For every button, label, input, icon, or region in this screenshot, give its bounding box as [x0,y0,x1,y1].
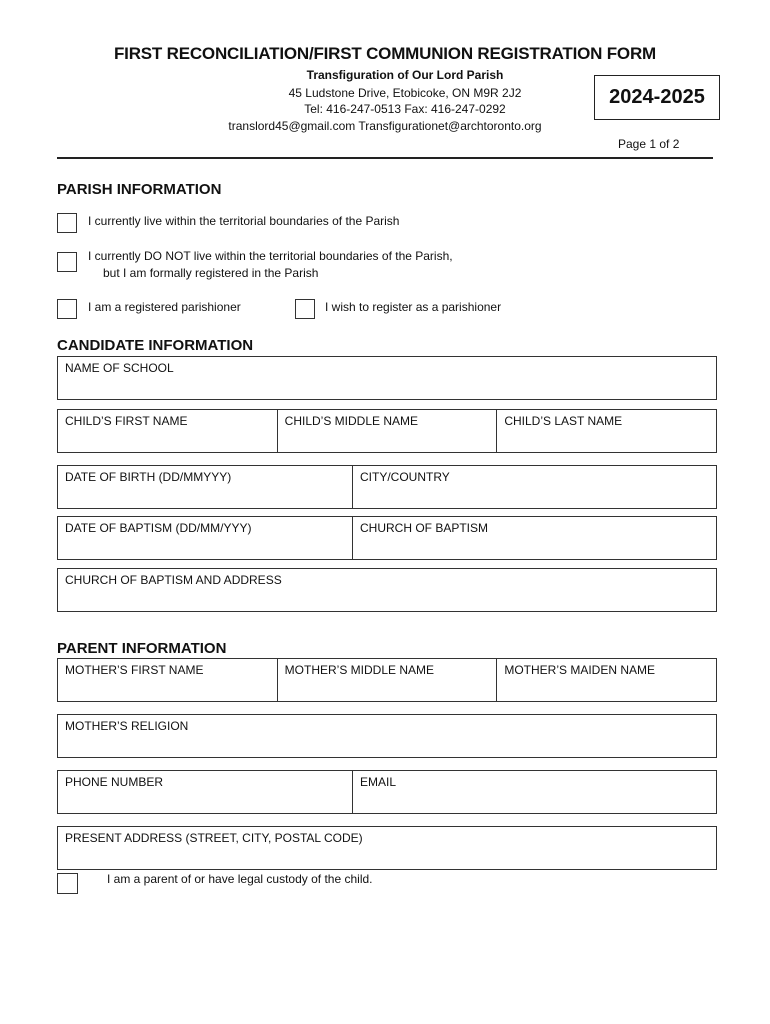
email-field[interactable]: EMAIL [352,771,716,813]
mother-middle-name-field[interactable]: MOTHER’S MIDDLE NAME [277,659,497,701]
parish-emails: translord45@gmail.com Transfigurationet@archtoronto.org [228,119,542,133]
phone-number-field[interactable]: PHONE NUMBER [65,775,164,789]
church-of-baptism-field[interactable]: CHURCH OF BAPTISM [352,517,716,559]
birth-row [57,465,717,509]
school-label: NAME OF SCHOOL [65,361,174,375]
mother-religion-field[interactable] [57,714,717,758]
parish-address: 45 Ludstone Drive, Etobicoke, ON M9R 2J2 [288,86,522,100]
parish-info-heading: PARISH INFORMATION [57,181,222,198]
baptism-church-address-label: CHURCH OF BAPTISM AND ADDRESS [65,573,282,587]
option-not-within-parish-label-line2: but I am formally registered in the Parish [103,266,319,280]
child-first-name-field[interactable]: CHILD’S FIRST NAME [65,414,188,428]
child-name-row [57,409,717,453]
parent-info-heading: PARENT INFORMATION [57,640,227,657]
mother-first-name-field[interactable]: MOTHER’S FIRST NAME [65,663,204,677]
option-live-within-parish-label: I currently live within the territorial boundaries of the Parish [88,214,400,228]
child-middle-name-field[interactable]: CHILD’S MIDDLE NAME [277,410,497,452]
mother-maiden-name-field[interactable]: MOTHER’S MAIDEN NAME [496,659,716,701]
city-country-field[interactable]: CITY/COUNTRY [352,466,716,508]
date-of-birth-field[interactable]: DATE OF BIRTH (DD/MMYYY) [65,470,232,484]
form-title: FIRST RECONCILIATION/FIRST COMMUNION REGISTRATION FORM [114,44,656,63]
option-registered-parishioner-label: I am a registered parishioner [88,300,241,314]
header-divider [57,157,713,159]
legal-custody-label: I am a parent of or have legal custody of the child. [107,872,373,886]
year-badge: 2024-2025 [594,75,720,120]
option-not-within-parish-label-line1: I currently DO NOT live within the territorial boundaries of the Parish, [88,249,453,263]
baptism-church-address-field[interactable] [57,568,717,612]
page-number: Page 1 of 2 [618,137,680,151]
date-of-baptism-field[interactable]: DATE OF BAPTISM (DD/MM/YYY) [65,521,252,535]
option-wish-to-register-label: I wish to register as a parishioner [325,300,502,314]
mother-religion-label: MOTHER’S RELIGION [65,719,189,733]
checkbox-not-within-parish[interactable] [57,252,77,272]
present-address-field[interactable] [57,826,717,870]
present-address-label: PRESENT ADDRESS (STREET, CITY, POSTAL CODE) [65,831,363,845]
candidate-info-heading: CANDIDATE INFORMATION [57,337,254,354]
contact-row [57,770,717,814]
checkbox-registered-parishioner[interactable] [57,299,77,319]
checkbox-wish-to-register[interactable] [295,299,315,319]
parish-phone-fax: Tel: 416-247-0513 Fax: 416-247-0292 [304,102,506,116]
parish-name: Transfiguration of Our Lord Parish [306,68,504,82]
child-last-name-field[interactable]: CHILD’S LAST NAME [496,410,716,452]
checkbox-live-within-parish[interactable] [57,213,77,233]
mother-name-row [57,658,717,702]
school-field[interactable] [57,356,717,400]
checkbox-legal-custody[interactable] [57,873,78,894]
baptism-row [57,516,717,560]
